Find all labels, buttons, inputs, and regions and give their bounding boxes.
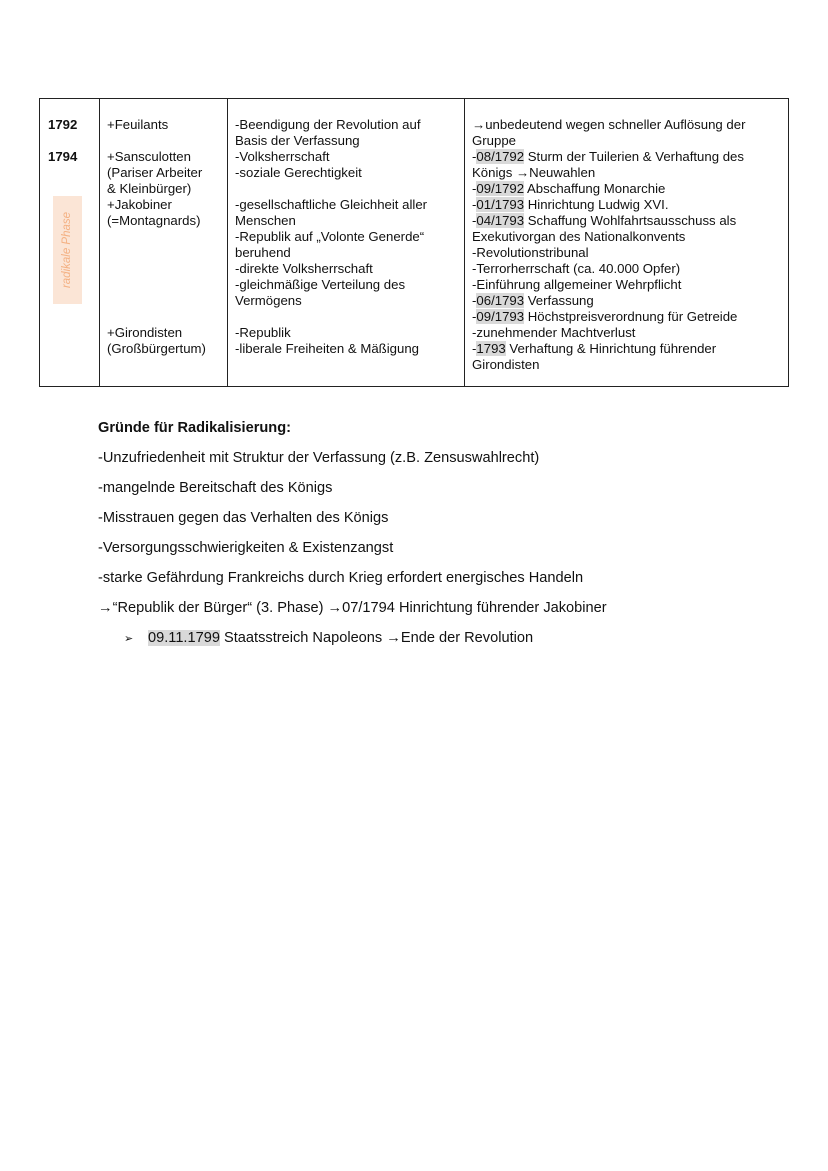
group-column bbox=[99, 99, 227, 386]
event-date: 06/1793 bbox=[476, 293, 525, 308]
event-line: Königs →Neuwahlen bbox=[472, 165, 596, 180]
goal-text: Menschen bbox=[235, 213, 296, 228]
event-line: -Revolutionstribunal bbox=[472, 245, 589, 260]
goal-text: -gleichmäßige Verteilung des bbox=[235, 277, 406, 292]
group-feuilants: +Feuilants bbox=[107, 117, 169, 132]
goal-text: -Republik auf „Volonte Generde“ bbox=[235, 229, 425, 244]
event-line: -08/1792 Sturm der Tuilerien & Verhaftung des bbox=[472, 149, 744, 164]
event-line: Girondisten bbox=[472, 357, 540, 372]
goal-text: -soziale Gerechtigkeit bbox=[235, 165, 362, 180]
goal-text: -Beendigung der Revolution auf bbox=[235, 117, 421, 132]
event-date: 1793 bbox=[476, 341, 506, 356]
year-1792: 1792 bbox=[48, 117, 78, 132]
group-text: (=Montagnards) bbox=[107, 213, 201, 228]
goal-text: Vermögens bbox=[235, 293, 302, 308]
event-line: -Einführung allgemeiner Wehrpflicht bbox=[472, 277, 682, 292]
radical-phase-label: radikale Phase bbox=[53, 196, 82, 304]
goal-text: -Volksherrschaft bbox=[235, 149, 330, 164]
event-line: -zunehmender Machtverlust bbox=[472, 325, 636, 340]
bullet-date: 09.11.1799 bbox=[148, 630, 220, 646]
goal-text: -Republik bbox=[235, 325, 291, 340]
reason-item: -Unzufriedenheit mit Struktur der Verfassung (z.B. Zensuswahlrecht) bbox=[98, 450, 540, 466]
group-jakobiner: +Jakobiner bbox=[107, 197, 172, 212]
goal-text: -liberale Freiheiten & Mäßigung bbox=[235, 341, 419, 356]
goal-text: -gesellschaftliche Gleichheit aller bbox=[235, 197, 428, 212]
arrow-bullet-icon: ➢ bbox=[124, 633, 134, 645]
event-line: -09/1792 Abschaffung Monarchie bbox=[472, 181, 666, 196]
goal-text: Basis der Verfassung bbox=[235, 133, 360, 148]
event-date: 09/1792 bbox=[476, 181, 525, 196]
group-sansculotten: +Sansculotten bbox=[107, 149, 191, 164]
event-date: 04/1793 bbox=[476, 213, 525, 228]
goal-text: -direkte Volksherrschaft bbox=[235, 261, 373, 276]
goals-column bbox=[227, 99, 464, 386]
year-1794: 1794 bbox=[48, 149, 78, 164]
group-text: (Pariser Arbeiter bbox=[107, 165, 203, 180]
group-girondisten: +Girondisten bbox=[107, 325, 183, 340]
event-line: -Terrorherrschaft (ca. 40.000 Opfer) bbox=[472, 261, 681, 276]
napoleon-bullet: ➢ 09.11.1799 Staatsstreich Napoleons →Ende der Revolution bbox=[124, 630, 534, 646]
events-column bbox=[464, 99, 788, 386]
revolution-phases-table bbox=[39, 98, 789, 387]
event-date: 08/1792 bbox=[476, 149, 525, 164]
event-line: -1793 Verhaftung & Hinrichtung führender bbox=[472, 341, 717, 356]
event-line: Gruppe bbox=[472, 133, 516, 148]
event-line: -04/1793 Schaffung Wohlfahrtsausschuss als bbox=[472, 213, 737, 228]
event-date: 09/1793 bbox=[476, 309, 525, 324]
event-line: Exekutivorgan des Nationalkonvents bbox=[472, 229, 686, 244]
reasons-heading: Gründe für Radikalisierung: bbox=[98, 420, 291, 436]
reason-item: -mangelnde Bereitschaft des Königs bbox=[98, 480, 333, 496]
event-line: -09/1793 Höchstpreisverordnung für Getreide bbox=[472, 309, 738, 324]
event-date: 01/1793 bbox=[476, 197, 525, 212]
reason-item: -Versorgungsschwierigkeiten & Existenzangst bbox=[98, 540, 394, 556]
group-text: & Kleinbürger) bbox=[107, 181, 192, 196]
group-text: (Großbürgertum) bbox=[107, 341, 206, 356]
republic-line: →“Republik der Bürger“ (3. Phase) →07/1794 Hinrichtung führender Jakobiner bbox=[98, 600, 607, 616]
year-column bbox=[40, 99, 99, 386]
reason-item: -starke Gefährdung Frankreichs durch Krieg erfordert energisches Handeln bbox=[98, 570, 584, 586]
reason-item: -Misstrauen gegen das Verhalten des Königs bbox=[98, 510, 389, 526]
event-line: →unbedeutend wegen schneller Auflösung der bbox=[472, 117, 746, 132]
event-line: -06/1793 Verfassung bbox=[472, 293, 594, 308]
goal-text: beruhend bbox=[235, 245, 291, 260]
event-line: -01/1793 Hinrichtung Ludwig XVI. bbox=[472, 197, 669, 212]
